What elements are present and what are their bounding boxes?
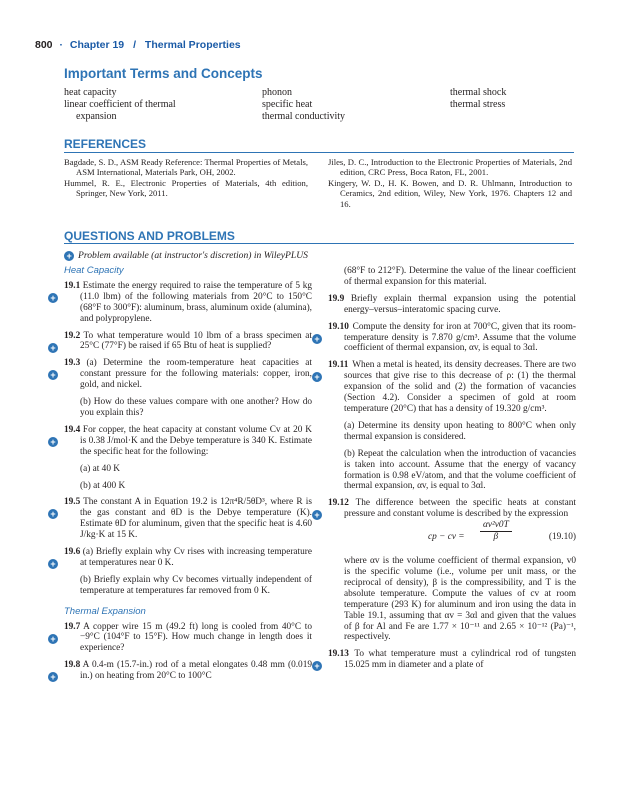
problem-number: 19.7	[64, 621, 81, 632]
plus-icon: +	[312, 334, 322, 344]
term: thermal shock	[450, 87, 507, 98]
chapter-title: Thermal Properties	[144, 39, 241, 51]
references-right	[328, 157, 572, 209]
equation-denominator: β	[493, 532, 499, 543]
problem-19-12-continued: where αv is the volume coefficient of thermal expansion, v0 is the specific volume (i.e., volume per unit mass, or the reciprocal of density), β is the compressibility, and T is the absolute temperature. Compute the values of cv at room temperature (293 K) for aluminum and iron using the data in Table 19.1, assuming that αv = 3αl and given that the values of β for Al and Fe are 1.77 × 10⁻¹¹ and 2.65 × 10⁻¹² (Pa)⁻¹, respectively.	[344, 556, 576, 643]
right-column	[314, 266, 577, 677]
problem-19-11b: (b) Repeat the calculation when the introduction of vacancies is taken into account. Assume that the energy of vacancy formation is 0.98 eV/atom, and that the volume coefficient of thermal expansion, αv, is equal to 3αl.	[344, 448, 576, 492]
problem-19-9	[328, 294, 576, 316]
references-left	[64, 157, 308, 199]
problem-19-7	[50, 621, 313, 655]
header-slash: /	[133, 39, 136, 51]
problem-number: 19.9	[328, 293, 345, 304]
reference-item: Kingery, W. D., H. K. Bowen, and D. R. Uhlmann, Introduction to Ceramics, 2nd edition, Wiley, New York, 1976. Chapters 12 and 16.	[328, 177, 572, 209]
problem-19-2	[50, 330, 313, 353]
problem-text: When a metal is heated, its density decreases. There are two sources that give rise to this decrease of ρ: (1) the thermal expansion of the solid and (2) the formation of vacancies (Section 4.2). Consider a specimen of gold at room temperature (20°C) that has a density of 19.320 g/cm³.	[344, 360, 576, 414]
questions-heading: QUESTIONS AND PROBLEMS	[64, 229, 235, 243]
plus-icon: +	[48, 509, 58, 519]
problem-number: 19.13	[328, 649, 349, 660]
page-number: 800	[35, 39, 53, 51]
problem-text: Briefly explain thermal expansion using the potential energy–versus–interatomic spacing curve.	[344, 293, 576, 315]
problem-19-11a: (a) Determine its density upon heating to 800°C when only thermal expansion is considered.	[344, 420, 576, 442]
problem-text: The difference between the specific heats at constant pressure and constant volume is described by the expression	[344, 498, 577, 520]
problem-text: (a) Determine the room-temperature heat capacities at constant pressure for the following materials: copper, iron, gold, and nickel.	[80, 358, 312, 391]
reference-item: Bagdade, S. D., ASM Ready Reference: Thermal Properties of Metals, ASM International, Materials Park, OH, 2002.	[64, 157, 308, 178]
problem-number: 19.6	[64, 547, 81, 558]
section-heading-thermal-expansion: Thermal Expansion	[64, 605, 146, 617]
plus-icon: +	[48, 370, 58, 380]
chapter-label: Chapter 19	[69, 39, 125, 51]
problem-text: To what temperature must a cylindrical rod of tungsten 15.025 mm in diameter and a plate of	[344, 649, 576, 671]
problem-number: 19.11	[328, 360, 349, 371]
term: thermal conductivity	[262, 111, 346, 122]
plus-icon: +	[312, 510, 322, 520]
problem-text: The constant A in Equation 19.2 is 12π⁴R/5θD³, where R is the gas constant and θD is the Debye temperature (K). Estimate θD for aluminum, given that the specific heat is 4.60 J/kg·K at 15 K.	[80, 497, 312, 541]
problem-number: 19.10	[328, 321, 349, 332]
references-heading: REFERENCES	[64, 137, 147, 151]
term: phonon	[262, 87, 292, 98]
term: linear coefficient of thermal	[64, 99, 176, 110]
plus-icon: +	[48, 559, 58, 569]
problem-19-1	[50, 280, 313, 325]
terms-column-2	[262, 87, 345, 123]
plus-icon: +	[64, 251, 74, 261]
header-separator: ·	[59, 39, 63, 51]
terms-column-1	[64, 87, 176, 123]
plus-icon: +	[312, 661, 322, 671]
problem-number: 19.3	[64, 358, 81, 369]
legend-text: Problem available (at instructor's discretion) in WileyPLUS	[78, 250, 308, 261]
questions-rule	[64, 243, 574, 244]
equation-label: (19.10)	[548, 532, 576, 543]
problem-19-6b: (b) Briefly explain why Cv becomes virtually independent of temperature at temperatures far removed from 0 K.	[80, 574, 312, 596]
plus-icon: +	[48, 634, 58, 644]
problem-number: 19.12	[328, 498, 349, 509]
important-terms-heading: Important Terms and Concepts	[64, 66, 263, 81]
equation-19-10	[328, 520, 576, 550]
problem-19-11	[314, 360, 576, 415]
problem-number: 19.5	[64, 497, 81, 508]
problem-text: Compute the density for iron at 700°C, given that its room-temperature density is 7.870 g/cm³. Assume that the volume coefficient of thermal expansion, αv, is equal to 3αl.	[344, 321, 577, 354]
problem-19-8-continued: (68°F to 212°F). Determine the value of the linear coefficient of thermal expansion for this material.	[344, 266, 576, 287]
equation-lhs: cp − cv =	[428, 532, 465, 543]
term: expansion	[76, 111, 117, 122]
problem-19-4a: (a) at 40 K	[80, 463, 121, 474]
section-heading-heat-capacity: Heat Capacity	[64, 265, 124, 276]
plus-icon: +	[48, 672, 58, 682]
reference-item: Jiles, D. C., Introduction to the Electronic Properties of Materials, 2nd edition, CRC Press, Boca Raton, FL, 2001.	[328, 157, 572, 178]
running-header	[35, 39, 241, 51]
problem-19-12	[314, 498, 577, 521]
wileyplus-legend	[64, 250, 308, 261]
problem-number: 19.1	[64, 280, 81, 291]
problem-text: (a) Briefly explain why Cv rises with increasing temperature at temperatures near 0 K.	[80, 547, 313, 568]
problem-19-6	[50, 547, 313, 570]
problem-text: To what temperature would 10 lbm of a brass specimen at 25°C (77°F) be raised if 65 Btu of heat is supplied?	[80, 330, 313, 352]
problem-number: 19.2	[64, 330, 81, 341]
term: heat capacity	[64, 87, 117, 98]
problem-text: For copper, the heat capacity at constant volume Cv at 20 K is 0.38 J/mol·K and the Debye temperature is 340 K. Estimate the specific heat for the following:	[80, 424, 312, 457]
problem-19-10	[314, 321, 577, 355]
terms-column-3	[450, 87, 506, 111]
problem-text: A 0.4-m (15.7-in.) rod of a metal elongates 0.48 mm (0.019 in.) on heating from 20°C to 100°C	[80, 660, 312, 682]
problem-19-3	[50, 358, 312, 391]
reference-item: Hummel, R. E., Electronic Properties of Materials, 4th edition, Springer, New York, 2011.	[64, 177, 308, 199]
problem-number: 19.4	[64, 424, 81, 435]
references-rule	[64, 152, 574, 153]
term: specific heat	[262, 99, 313, 110]
problem-19-5	[50, 497, 312, 541]
plus-icon: +	[48, 437, 58, 447]
problem-number: 19.8	[64, 660, 81, 671]
term: thermal stress	[450, 99, 506, 110]
equation-fraction	[480, 520, 512, 543]
plus-icon: +	[48, 343, 58, 353]
problem-text: A copper wire 15 m (49.2 ft) long is cooled from 40°C to −9°C (104°F to 15°F). How much change in length does it experience?	[80, 621, 313, 654]
problem-19-13	[314, 649, 576, 672]
problem-19-4	[50, 424, 312, 458]
plus-icon: +	[48, 293, 58, 303]
left-column	[50, 265, 313, 688]
problem-19-3b: (b) How do these values compare with one another? How do you explain this?	[80, 397, 312, 418]
problem-text: Estimate the energy required to raise the temperature of 5 kg (11.0 lbm) of the following materials from 20°C to 150°C (68°F to 300°F): aluminum, brass, aluminum oxide (alumina), and polypropylene.	[80, 280, 313, 324]
plus-icon: +	[312, 372, 322, 382]
equation-numerator: αv²v0T	[480, 520, 512, 532]
problem-19-4b: (b) at 400 K	[80, 480, 126, 491]
problem-19-8	[50, 660, 312, 683]
